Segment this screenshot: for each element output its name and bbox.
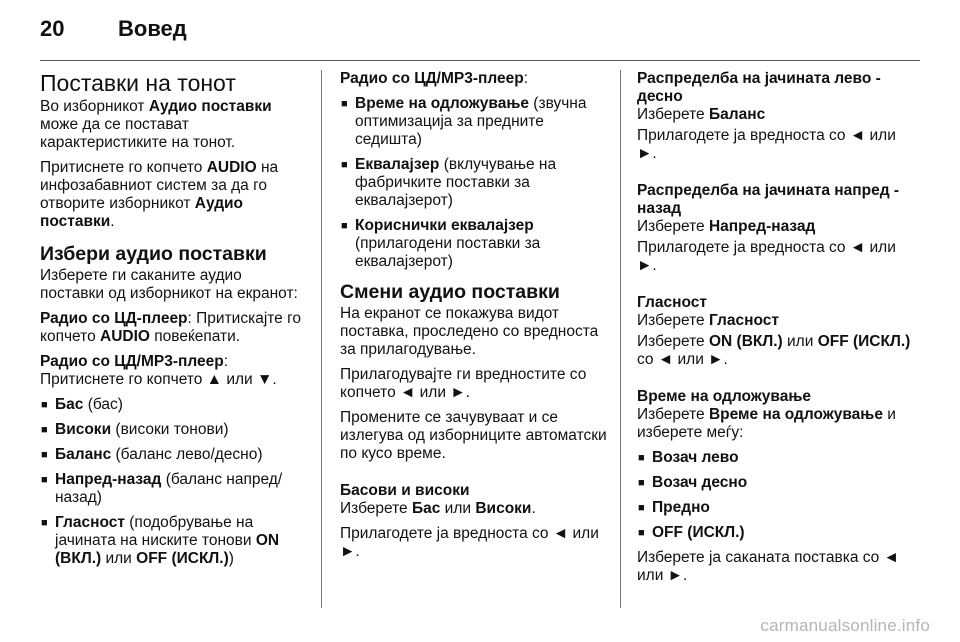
paragraph: Изберете ON (ВКЛ.) или OFF (ИСКЛ.) со ◄ или ►. xyxy=(637,333,911,368)
bullet-icon: ■ xyxy=(341,220,348,232)
bullet-icon: ■ xyxy=(41,424,48,436)
list-item: ■ Баланс (баланс лево/десно) xyxy=(41,446,263,463)
bullet-icon: ■ xyxy=(638,527,645,539)
paragraph: Радио со ЦД/MP3-плеер: Притиснете го копчето ▲ или ▼. xyxy=(40,353,277,388)
paragraph: Изберете Бас или Високи. xyxy=(340,500,536,517)
bullet-icon: ■ xyxy=(41,449,48,461)
page-number: 20 xyxy=(40,16,65,41)
paragraph: Радио со ЦД/MP3-плеер: xyxy=(340,70,529,87)
page-header xyxy=(40,14,920,44)
header-divider xyxy=(40,60,920,61)
bullet-icon: ■ xyxy=(41,517,48,529)
paragraph: Притиснете го копчето AUDIO на инфозабавниот систем за да го отворите изборникот Аудио поставки. xyxy=(40,159,279,230)
paragraph: Прилагодете ја вредноста со ◄ или ►. xyxy=(637,239,896,274)
list-item: ■ Бас (бас) xyxy=(41,396,123,413)
subsection-heading: Гласност xyxy=(637,294,707,311)
bullet-icon: ■ xyxy=(41,399,48,411)
bullet-icon: ■ xyxy=(638,452,645,464)
paragraph: Изберете Напред-назад xyxy=(637,218,816,235)
column-right xyxy=(637,70,917,592)
paragraph: Изберете Баланс xyxy=(637,106,766,123)
list-item: ■ OFF (ИСКЛ.) xyxy=(638,524,745,541)
list-item: ■ Еквалајзер (вклучување на фабричките поставки за еквалајзерот) xyxy=(341,156,557,209)
chapter-title: Вовед xyxy=(118,16,187,41)
list-item: ■ Гласност (подобрување на јачината на ниските тонови ON (ВКЛ.) или OFF (ИСКЛ.)) xyxy=(41,514,280,567)
paragraph: Изберете Време на одложување и изберете меѓу: xyxy=(637,406,896,441)
section-title: Поставки на тонот xyxy=(40,70,236,96)
bullet-list xyxy=(637,449,917,542)
subsection-title: Избери аудио поставки xyxy=(40,243,267,265)
paragraph: Изберете ги саканите аудио поставки од изборникот на екранот: xyxy=(40,267,298,302)
list-item: ■ Возач десно xyxy=(638,474,748,491)
paragraph: Изберете ја саканата поставка со ◄ или ►. xyxy=(637,549,899,584)
column-divider xyxy=(321,70,322,608)
paragraph: На екранот се покажува видот поставка, проследено со вредноста за прилагодување. xyxy=(340,305,599,358)
subsection-heading: Време на одложување xyxy=(637,388,811,405)
paragraph: Изберете Гласност xyxy=(637,312,779,329)
column-middle xyxy=(340,70,608,568)
bullet-icon: ■ xyxy=(341,159,348,171)
paragraph: Прилагодете ја вредноста со ◄ или ►. xyxy=(637,127,896,162)
list-item: ■ Кориснички еквалајзер (прилагодени поставки за еквалајзерот) xyxy=(341,217,541,270)
subsection-heading: Распределба на јачината напред - назад xyxy=(637,182,900,217)
list-item: ■ Високи (високи тонови) xyxy=(41,421,229,438)
paragraph: Во изборникот Аудио поставки може да се постават карактеристиките на тонот. xyxy=(40,98,272,151)
bullet-icon: ■ xyxy=(41,474,48,486)
bullet-list xyxy=(340,95,608,271)
paragraph: Прилагодете ја вредноста со ◄ или ►. xyxy=(340,525,599,560)
bullet-icon: ■ xyxy=(638,477,645,489)
paragraph: Радио со ЦД-плеер: Притискајте го копчето AUDIO повеќепати. xyxy=(40,310,302,345)
bullet-list xyxy=(40,396,308,568)
paragraph: Промените се зачувуваат и се излегува од изборниците автоматски по кусо време. xyxy=(340,409,607,462)
list-item: ■ Напред-назад (баланс напред/назад) xyxy=(41,471,283,506)
subsection-title: Смени аудио поставки xyxy=(340,281,560,303)
paragraph: Прилагодувајте ги вредностите со копчето ◄ или ►. xyxy=(340,366,587,401)
subsection-heading: Распределба на јачината лево - десно xyxy=(637,70,881,105)
list-item: ■ Возач лево xyxy=(638,449,739,466)
column-left xyxy=(40,70,308,575)
bullet-icon: ■ xyxy=(341,98,348,110)
list-item: ■ Време на одложување (звучна оптимизација за предните седишта) xyxy=(341,95,587,148)
column-divider xyxy=(620,70,621,608)
bullet-icon: ■ xyxy=(638,502,645,514)
subsection-heading: Басови и високи xyxy=(340,482,470,499)
watermark: carmanualsonline.info xyxy=(760,616,930,635)
list-item: ■ Предно xyxy=(638,499,710,516)
